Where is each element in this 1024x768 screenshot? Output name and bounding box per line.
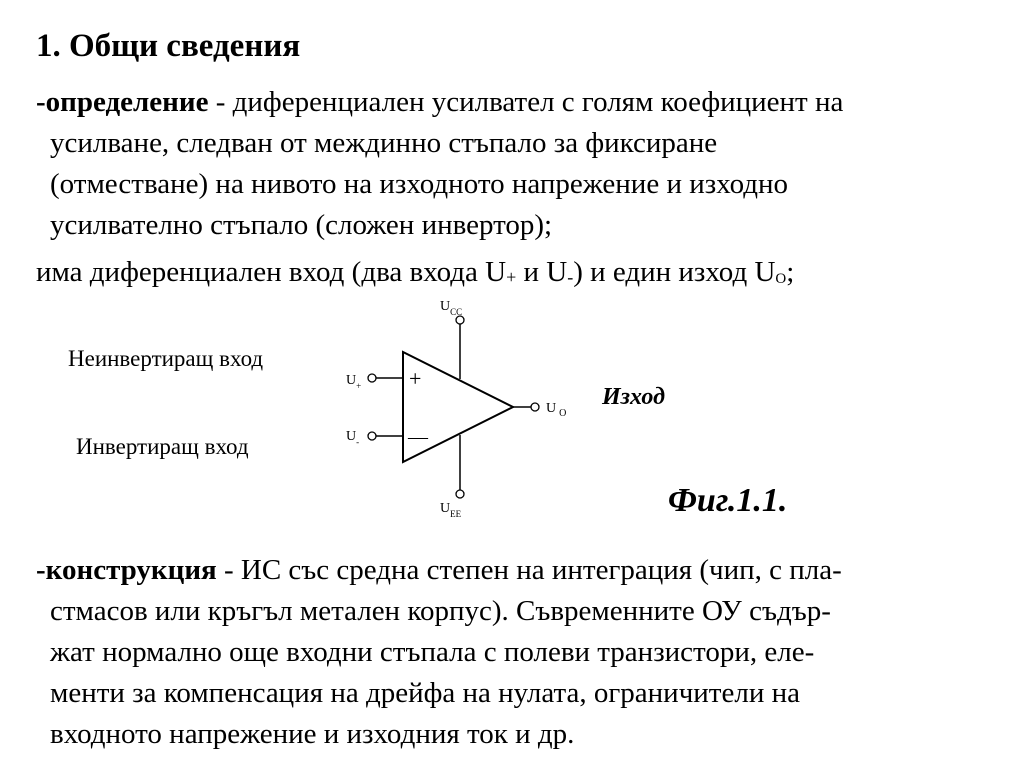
construction-paragraph [36,550,842,755]
definition-line-3: (отместване) на нивото на изходното напрежение и изходно [50,168,789,200]
construction-line-1: - ИС със средна степен на интеграция (чип, с пла- [216,554,842,586]
construction-line-2: стмасов или кръгъл метален корпус). Съвременните ОУ съдър- [50,595,831,627]
u-cc-label: $U_{CC}$ [440,299,463,317]
output-terminal [531,403,539,411]
definition-term: -определение [36,86,209,118]
noninverting-input-label: Неинвертиращ вход [68,346,264,371]
construction-line-4: менти за компенсация на дрейфа на нулата, ограничители на [50,677,800,709]
u-out-subscript: O [775,271,787,287]
minus-input-terminal [368,432,376,440]
output-label: Изход [602,384,666,410]
u-plus-subscript: + [506,267,517,287]
op-amp-diagram [330,290,600,530]
inverting-input-label: Инвертиращ вход [76,434,249,459]
u-minus-label: $U_-$ [346,429,360,447]
definition-line-4: усилвателно стъпало (сложен инвертор); [50,209,553,241]
figure-caption: Фиг.1.1. [668,482,788,519]
plus-sign: + [409,366,422,391]
u-ee-label: $U_{EE}$ [440,501,462,519]
vee-terminal [456,490,464,498]
definition-paragraph [36,82,843,246]
plus-input-terminal [368,374,376,382]
inputs-line: има диференциален вход (два входа $U_+$ и $U_-$) и един изход $U_O$; [36,256,795,288]
definition-line-1: - диференциален усилвател с голям коефициент на [208,86,844,118]
construction-line-3: жат нормално още входни стъпала с полеви транзистори, еле- [50,636,815,668]
u-out-label: U $_O$ [546,401,567,419]
construction-term: -конструкция [36,554,217,586]
vcc-terminal [456,316,464,324]
u-plus-label: $U_+$ [346,373,362,391]
minus-sign: — [408,426,428,448]
page-title: 1. Общи сведения [36,28,301,64]
definition-line-2: усилване, следван от междинно стъпало за фиксиране [50,127,718,159]
construction-line-5: входното напрежение и изходния ток и др. [50,718,575,750]
u-minus-subscript: - [567,267,574,287]
